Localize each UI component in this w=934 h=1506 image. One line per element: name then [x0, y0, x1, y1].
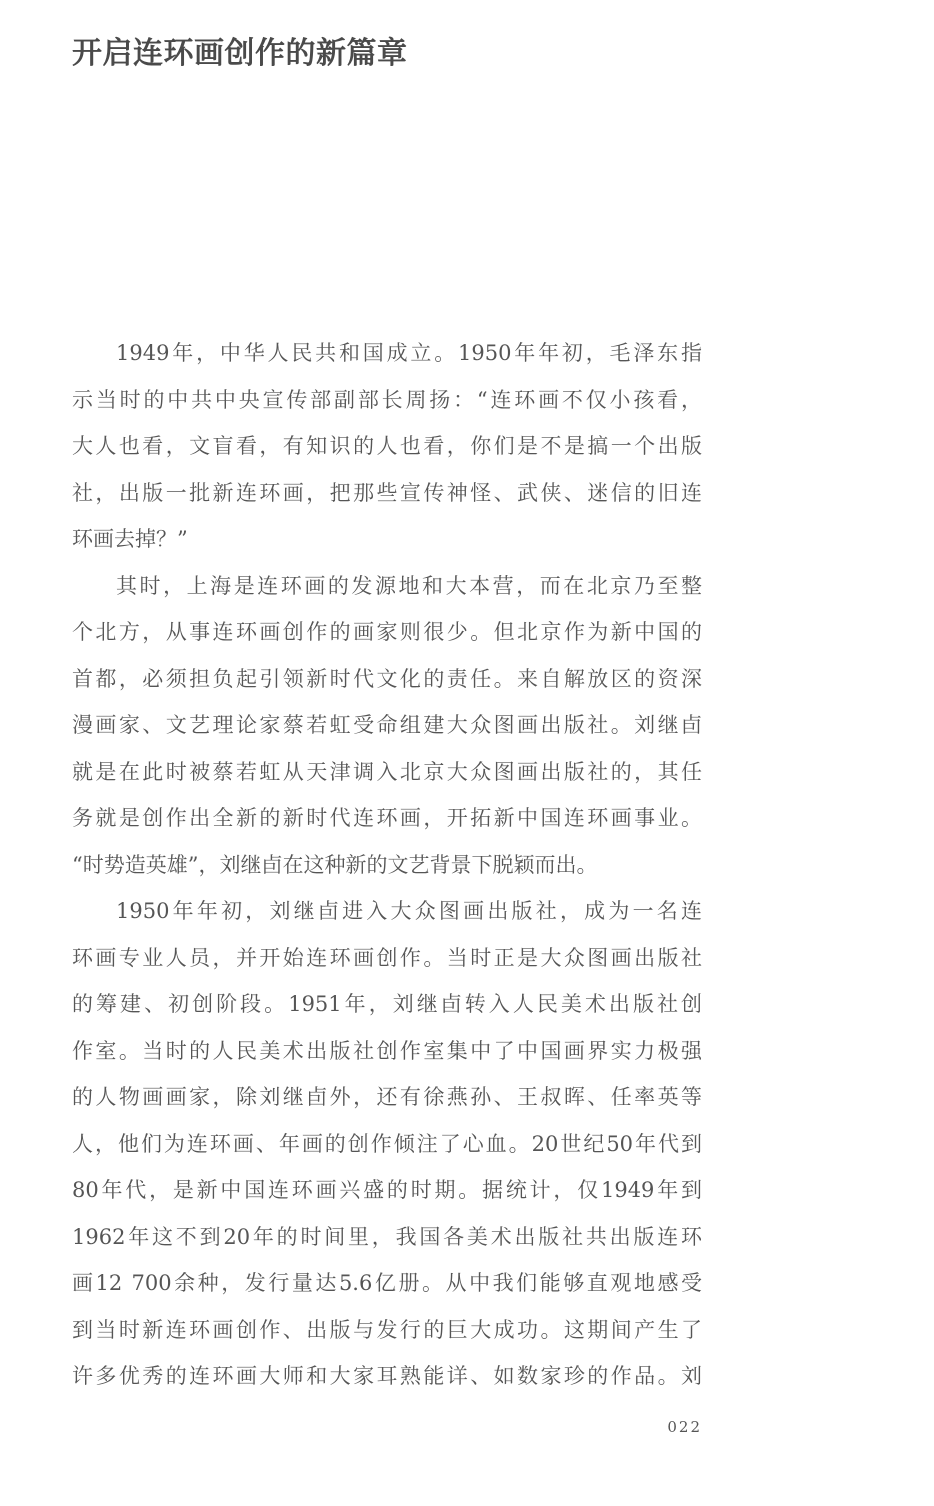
paragraph-3-line-5: 的人物画画家，除刘继卣外，还有徐燕孙、王叔晖、任率英等	[72, 1085, 702, 1109]
paragraph-2-line-1: 其时，上海是连环画的发源地和大本营，而在北京乃至整	[116, 573, 702, 598]
paragraph-3-line-9: 画12 700余种，发行量达5.6亿册。从中我们能够直观地感受	[72, 1271, 702, 1295]
paragraph-1-line-4: 社，出版一批新连环画，把那些宣传神怪、武侠、迷信的旧连	[72, 480, 702, 505]
paragraph-1-line-1: 1949年，中华人民共和国成立。1950年年初，毛泽东指	[116, 341, 702, 365]
paragraph-2-line-3: 首都，必须担负起引领新时代文化的责任。来自解放区的资深	[72, 666, 702, 691]
paragraph-3-line-8: 1962年这不到20年的时间里，我国各美术出版社共出版连环	[72, 1224, 702, 1249]
paragraph-3-line-1: 1950年年初，刘继卣进入大众图画出版社，成为一名连	[116, 899, 702, 923]
paragraph-3-line-2: 环画专业人员，并开始连环画创作。当时正是大众图画出版社	[72, 945, 702, 970]
paragraph-2-line-5: 就是在此时被蔡若虹从天津调入北京大众图画出版社的，其任	[72, 759, 702, 784]
body-text	[72, 330, 702, 1400]
paragraph-1-line-5: 环画去掉？”	[72, 527, 188, 551]
paragraph-3-line-10: 到当时新连环画创作、出版与发行的巨大成功。这期间产生了	[72, 1317, 702, 1342]
paragraph-2-line-2: 个北方，从事连环画创作的画家则很少。但北京作为新中国的	[72, 620, 702, 644]
page-number: 022	[667, 1418, 702, 1436]
paragraph-3-line-4: 作室。当时的人民美术出版社创作室集中了中国画界实力极强	[72, 1038, 702, 1063]
chapter-title: 开启连环画创作的新篇章	[72, 36, 408, 71]
paragraph-3-line-11: 许多优秀的连环画大师和大家耳熟能详、如数家珍的作品。刘	[72, 1364, 702, 1388]
paragraph-3-line-7: 80年代，是新中国连环画兴盛的时期。据统计，仅1949年到	[72, 1178, 702, 1202]
paragraph-3-line-6: 人，他们为连环画、年画的创作倾注了心血。20世纪50年代到	[72, 1131, 702, 1156]
paragraph-3-line-3: 的筹建、初创阶段。1951年，刘继卣转入人民美术出版社创	[72, 992, 702, 1016]
paragraph-2-line-6: 务就是创作出全新的新时代连环画，开拓新中国连环画事业。	[72, 806, 702, 830]
paragraph-2-line-4: 漫画家、文艺理论家蔡若虹受命组建大众图画出版社。刘继卣	[72, 713, 702, 737]
paragraph-1-line-2: 示当时的中共中央宣传部副部长周扬：“连环画不仅小孩看，	[72, 387, 702, 412]
paragraph-2-line-7: “时势造英雄”，刘继卣在这种新的文艺背景下脱颖而出。	[72, 852, 598, 877]
paragraph-1-line-3: 大人也看，文盲看，有知识的人也看，你们是不是搞一个出版	[72, 434, 702, 458]
